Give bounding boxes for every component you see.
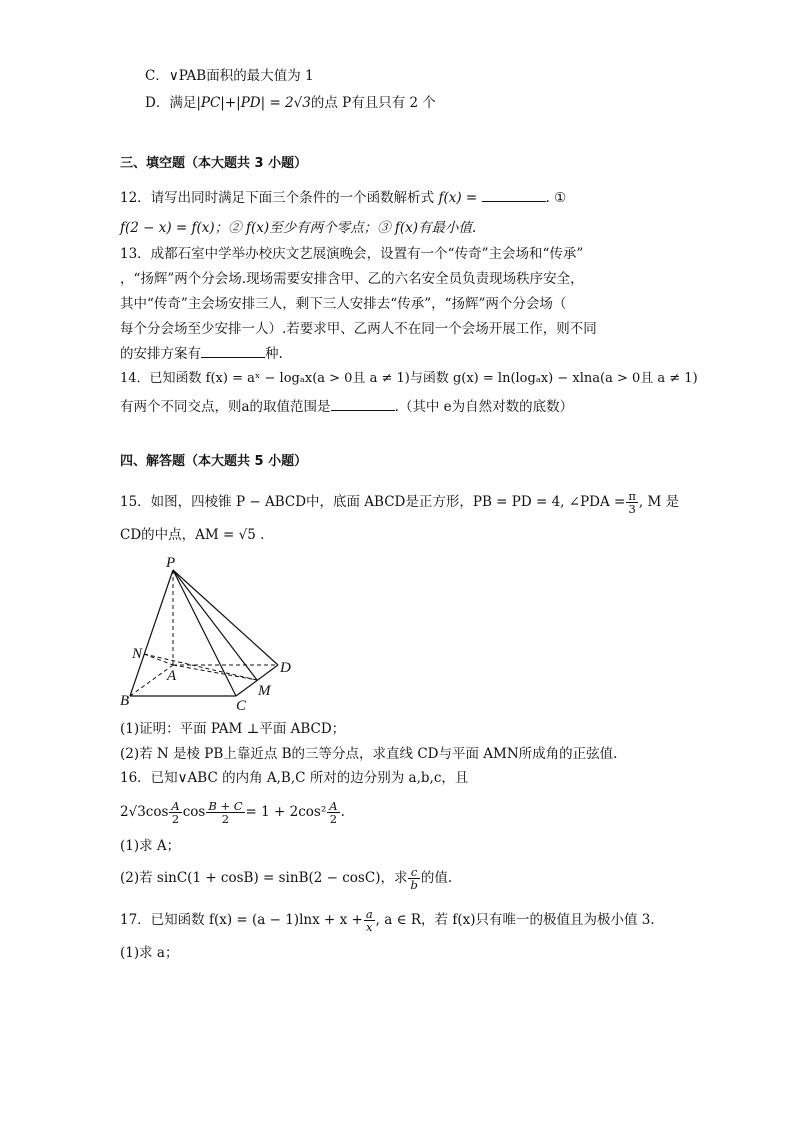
fraction-a-over-x: $\frac{a}{x}$ — [365, 907, 373, 934]
question-13-line1: 13．成都石室中学举办校庆文艺展演晚会，设置有一个“传奇”主会场和“传承” — [120, 246, 584, 262]
pyramid-figure — [115, 552, 295, 712]
question-13-line5: 的安排方案有 种. — [120, 346, 283, 362]
fraction-a-over-2: $\frac{A}{2}$ — [171, 799, 180, 826]
question-16-part1: (1)求 A； — [120, 838, 181, 854]
label-M: M — [258, 683, 271, 699]
edge-CD — [236, 665, 278, 696]
section-4-heading: 四、解答题（本大题共 5 小题） — [120, 454, 308, 469]
question-16-equation: 2√3cos $\frac{A}{2}$ cos $\frac{B + C}{2}$ = 1 + 2cos² $\frac{A}{2}$ . — [120, 799, 345, 826]
section-3-heading: 三、填空题（本大题共 3 小题） — [120, 156, 308, 171]
segment-NA-hidden — [144, 654, 173, 665]
question-16-part2: (2)若 sinC(1 + cosB) = sinB(2 − cosC)，求 $\frac{c}{b}$ 的值. — [120, 865, 453, 892]
label-D: D — [280, 660, 291, 676]
question-15-line2: CD的中点，AM = √5 . — [120, 527, 265, 543]
option-d-math: |PC|+|PD| = 2√3 — [196, 95, 311, 111]
answer-blank — [482, 188, 546, 202]
question-13-line2: ，“扬辉”两个分会场.现场需要安排含甲、乙的六名安全员负责现场秩序安全， — [120, 271, 584, 287]
question-15-part1: (1)证明：平面 PAM ⊥平面 ABCD； — [120, 721, 346, 737]
question-13-line4: 每个分会场至少安排一人）.若要求甲、乙两人不在同一个会场开展工作，则不同 — [120, 321, 597, 337]
question-16-line1: 16．已知∨ABC 的内角 A,B,C 所对的边分别为 a,b,c，且 — [120, 770, 469, 786]
question-15-part2: (2)若 N 是棱 PB上靠近点 B的三等分点，求直线 CD与平面 AMN所成角的正弦值. — [120, 746, 618, 762]
label-P: P — [166, 555, 176, 571]
label-N: N — [132, 646, 143, 662]
label-A: A — [167, 668, 177, 684]
question-12-line1: 12．请写出同时满足下面三个条件的一个函数解析式 f(x) = . ① — [120, 190, 567, 206]
segment-AM-hidden — [173, 665, 257, 680]
question-13-line3: 其中“传奇”主会场安排三人，剩下三人安排去“传承”，“扬辉”两个分会场（ — [120, 296, 567, 312]
label-B: B — [120, 693, 130, 709]
option-c: C．∨PAB面积的最大值为 1 — [145, 68, 314, 84]
question-17-part1: (1)求 a； — [120, 945, 179, 961]
edge-PC — [173, 570, 236, 696]
option-d: D．满足|PC|+|PD| = 2√3的点 P有且只有 2 个 — [145, 95, 436, 111]
question-17-line1: 17．已知函数 f(x) = (a − 1)lnx + x + $\frac{a}{x}$ , a ∈ R，若 f(x)只有唯一的极值且为极小值 3. — [120, 907, 655, 934]
question-14-line2: 有两个不同交点，则a的取值范围是 .（其中 e为自然对数的底数） — [120, 399, 574, 415]
fraction-bc-over-2: $\frac{B + C}{2}$ — [208, 799, 243, 826]
label-C: C — [236, 698, 247, 712]
fraction-c-over-b: $\frac{c}{b}$ — [410, 865, 418, 892]
question-14-line1: 14．已知函数 f(x) = aˣ − logₐx(a > 0且 a ≠ 1)与函数 g(x) = ln(logₐx) − xlna(a > 0且 a ≠ 1) — [120, 371, 698, 386]
question-15-line1: 15．如图，四棱锥 P − ABCD中，底面 ABCD是正方形，PB = PD = 4, ∠PDA = $\frac{\pi}{3}$ , M 是 — [120, 489, 680, 516]
edge-PD — [173, 570, 278, 665]
answer-blank — [331, 397, 395, 411]
fraction-a-over-2-b: $\frac{A}{2}$ — [329, 799, 338, 826]
fraction-pi-over-3: $\frac{\pi}{3}$ — [628, 489, 636, 516]
answer-blank — [201, 344, 265, 358]
question-12-line2: f(2 − x) = f(x)；② f(x)至少有两个零点；③ f(x)有最小值. — [120, 220, 477, 236]
